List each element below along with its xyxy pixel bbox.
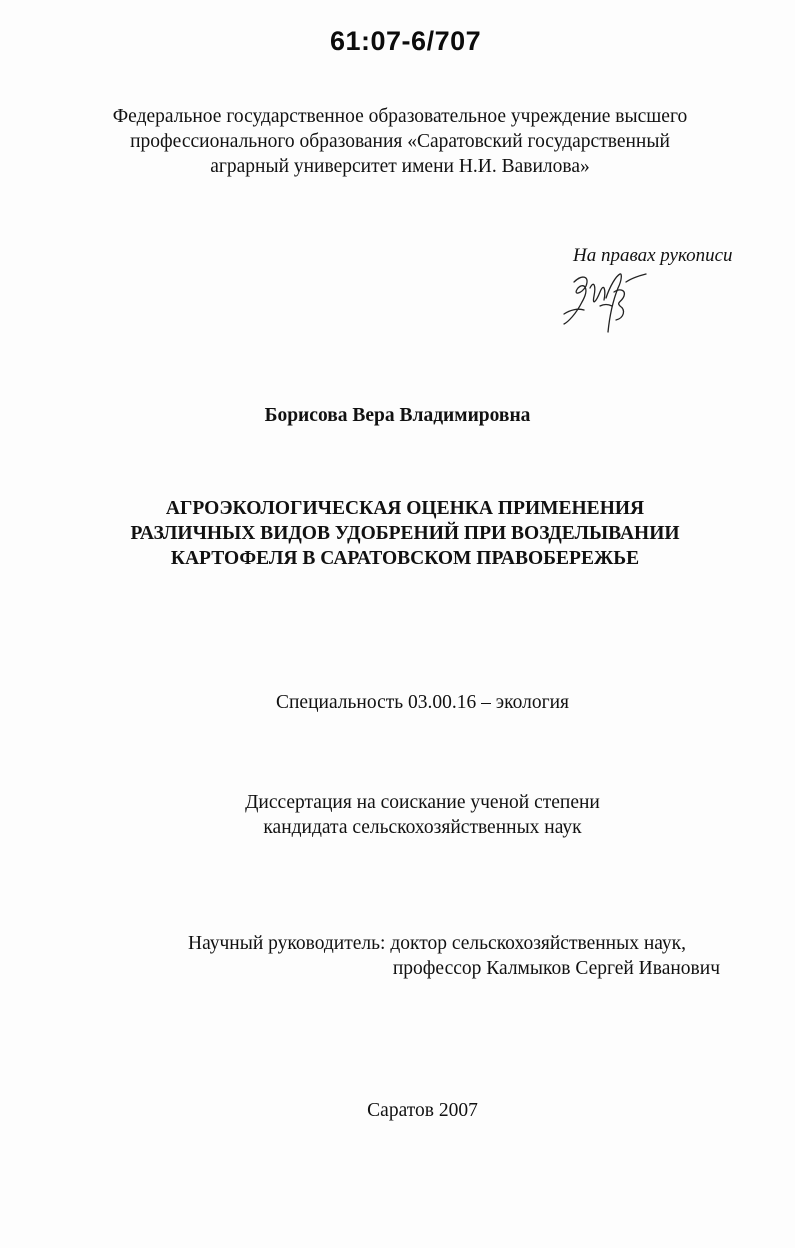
supervisor-line: Научный руководитель: доктор сельскохозяйственных наук, [188,933,687,954]
city-year: Саратов 2007 [367,1100,478,1121]
dissertation-title [60,496,750,571]
title-line: РАЗЛИЧНЫХ ВИДОВ УДОБРЕНИЙ ПРИ ВОЗДЕЛЫВАНИИ [130,523,680,544]
title-line: АГРОЭКОЛОГИЧЕСКАЯ ОЦЕНКА ПРИМЕНЕНИЯ [165,498,645,519]
supervisor [188,931,748,981]
institution-name [60,104,740,179]
institution-line: Федеральное государственное образовательное учреждение высшего [112,106,688,127]
manuscript-note: На правах рукописи [573,245,733,266]
degree-line: Диссертация на соискание ученой степени [245,792,600,813]
supervisor-name: профессор Калмыков Сергей Иванович [392,958,720,979]
signature [560,262,650,340]
degree-statement [0,790,795,840]
catalog-number: 61:07-6/707 [330,26,482,56]
specialty: Специальность 03.00.16 – экология [275,692,569,713]
title-line: КАРТОФЕЛЯ В САРАТОВСКОМ ПРАВОБЕРЕЖЬЕ [170,548,640,569]
institution-line: аграрный университет имени Н.И. Вавилова» [210,156,590,177]
institution-line: профессионального образования «Саратовский государственный [130,131,670,152]
degree-line: кандидата сельскохозяйственных наук [263,817,582,838]
author-name: Борисова Вера Владимировна [264,405,531,426]
